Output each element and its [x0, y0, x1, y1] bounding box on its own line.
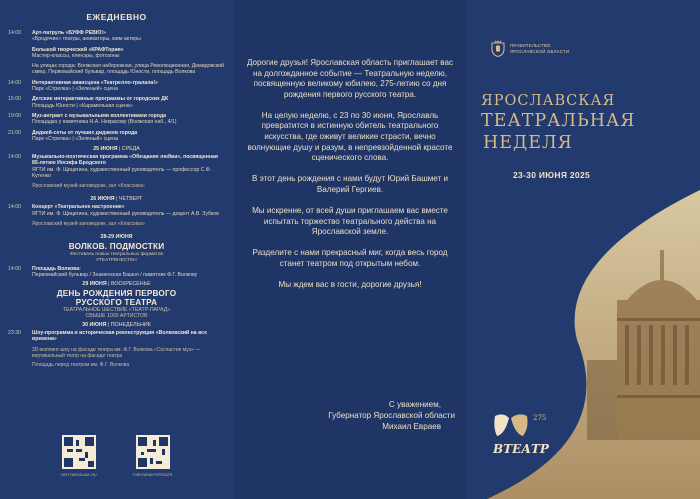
logo-wordmark: ВТЕАТР	[493, 442, 549, 456]
day-heading: 29 ИЮНЯ | ВОСКРЕСЕНЬЕ	[82, 281, 151, 288]
schedule-item: 14:00 Площадь Волкова: Первомайский бульвар / Знаменская Башня / памятник Ф.Г. Волкову	[8, 265, 198, 278]
qr-code-icon[interactable]	[136, 435, 170, 469]
day-heading: 28-29 ИЮНЯ	[100, 233, 133, 240]
day-heading: 25 ИЮНЯ | СРЕДА	[93, 146, 140, 153]
schedule-item: Большой творческий «КРАФТория» Мастер-классы, пленэры, фотозоны	[32, 46, 124, 59]
signer-name: Михаил Евраев	[382, 422, 441, 431]
event-subtitle: СВЫШЕ 1000 АРТИСТОВ	[85, 313, 148, 320]
qr-block[interactable]	[61, 435, 97, 477]
signature-block	[255, 399, 455, 432]
cover-title: ЯРОСЛАВСКАЯ ТЕАТРАЛЬНАЯ НЕДЕЛЯ	[481, 93, 636, 153]
schedule-item: 14:00 Интерактивная авансцена «Театрелло-тралала!» Парк «Стрелка» | «Зеленый» сцена	[8, 79, 158, 93]
signer-title: Губернатор Ярославской области	[328, 411, 455, 420]
qr-block[interactable]	[133, 435, 173, 477]
qr-link[interactable]: T.ME/YARAVTORTEATR	[132, 473, 173, 477]
qr-codes	[0, 435, 233, 477]
schedule-item: 19:00 Муз-антракт с музыкальными коллективами города Площадка у памятника Н.А. Некрасову (Волжская наб., 4/1)	[8, 112, 177, 126]
event-subtitle: ТЕАТРАЛЬНОЕ ШЕСТВИЕ «ТЕАТР-ПАРАД»	[62, 307, 171, 314]
event-desc: 3D-мэппинг-шоу на фасаде театра им. Ф.Г. Волкова «Сосчастие муз» — вертикальный театр на фасаде театра	[32, 346, 201, 359]
letter-paragraph: На целую неделю, с 23 по 30 июня, Ярославль превратится в истинную обитель театрального искусства, где оживут великие страсти, вечно волнующие душу и разум, в непревзойденной красоте сценического слова.	[247, 110, 453, 163]
letter-paragraph: Дорогие друзья! Ярославская область приглашает вас на долгожданное событие — Театральную неделю, посвященную великому юбилею, 275-летию со дня рождения первого русского театра.	[246, 58, 454, 99]
venue: Площадь перед театром им. Ф.Г. Волкова	[32, 361, 130, 368]
day-heading: 30 ИЮНЯ | ПОНЕДЕЛЬНИК	[82, 322, 151, 329]
anniversary-number: 275	[533, 414, 547, 422]
letter-paragraph: Мы искренне, от всей души приглашаем вас вместе испытать торжество театрального действа на Ярославской земле.	[252, 206, 448, 237]
anniversary-logo	[493, 412, 549, 456]
schedule-item: 23:30 Шоу-программа и историческая реконструкция «Волковский на все времена»	[8, 330, 207, 343]
coat-of-arms-icon	[491, 40, 505, 57]
schedule-item: 21:00 Диджей-сеты от лучших диджеев города Парк «Стрелка» | «Зеленый» сцена	[8, 129, 138, 142]
schedule-item: 14:00 Музыкально-поэтическая программа «Обещание любви», посвященная 85-летию Иосифа Бродского ЯГТИ им. Ф. Щицигина, художественный руководитель — профессор С.Ф. Кутенко	[8, 154, 218, 180]
schedule-title: ЕЖЕДНЕВНО	[86, 12, 147, 22]
venue: Ярославский музей-заповедник, зал «Классика»	[32, 220, 145, 227]
qr-link[interactable]: VISITYAROSLAVL.RU	[60, 473, 97, 477]
event-subtitle: Фестиваль новых театральных форматов #ТЕАТРВНЕСТЕН	[70, 251, 163, 263]
letter-paragraph: Разделите с нами прекрасный миг, когда весь город станет театром под открытым небом.	[252, 248, 448, 268]
gov-emblem	[491, 40, 569, 57]
schedule-item: На улицах города: Волжская набережная, улица Революционная, Демидовский сквер, Первомайский бульвар, площадь Юности, площадь Волкова	[32, 63, 224, 76]
schedule-item: 14:00 Арт-патруль «БУФФ РЕВЮ!» «Бродячие» театры, аниматоры, мим-актеры	[8, 30, 141, 43]
closing: С уважением,	[388, 400, 441, 409]
cover-panel	[467, 0, 700, 499]
event-headline: ВОЛКОВ. ПОДМОСТКИ	[68, 241, 165, 251]
day-heading: 26 ИЮНЯ | ЧЕТВЕРГ	[90, 196, 143, 203]
venue: Ярославский музей-заповедник, зал «Классика»	[32, 183, 145, 190]
letter-body	[245, 58, 455, 301]
letter-paragraph: В этот день рождения с нами будут Юрий Башмет и Валерий Гергиев.	[252, 174, 448, 194]
letter-panel	[233, 0, 467, 499]
event-headline: РУССКОГО ТЕАТРА	[75, 298, 158, 308]
schedule-panel	[0, 0, 233, 499]
letter-paragraph: Мы ждем вас в гости, дорогие друзья!	[278, 280, 422, 289]
event-headline: ДЕНЬ РОЖДЕНИЯ ПЕРВОГО	[56, 289, 177, 299]
qr-code-icon[interactable]	[62, 435, 96, 469]
mask-icon	[493, 412, 529, 442]
schedule-item: 15:00 Детские интерактивные программы от городских ДК Площадь Юности | «Карамельная сцена»	[8, 96, 169, 109]
gov-label: ПРАВИТЕЛЬСТВО ЯРОСЛАВСКОЙ ОБЛАСТИ	[510, 43, 570, 54]
cover-dates: 23-30 ИЮНЯ 2025	[513, 170, 590, 180]
schedule-item: 14:00 Концерт «Театральное настроение» ЯГТИ им. Ф. Щицигина, художественный руководитель — доцент А.В. Зубков	[8, 204, 219, 217]
